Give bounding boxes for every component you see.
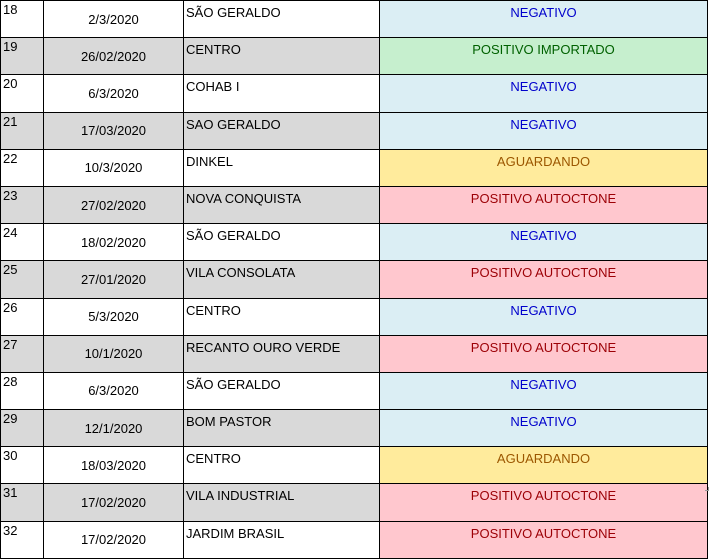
date-cell[interactable]: 6/3/2020 — [44, 372, 184, 409]
status-cell[interactable]: AGUARDANDO — [380, 447, 708, 484]
table-row — [1, 484, 708, 521]
table-row — [1, 410, 708, 447]
case-number-cell[interactable]: 25 — [1, 261, 44, 298]
table-row — [1, 261, 708, 298]
case-number-cell[interactable]: 30 — [1, 447, 44, 484]
case-number-cell[interactable]: 29 — [1, 410, 44, 447]
neighborhood-cell[interactable]: CENTRO — [184, 38, 380, 75]
case-number-cell[interactable]: 20 — [1, 75, 44, 112]
neighborhood-cell[interactable]: SÃO GERALDO — [184, 224, 380, 261]
status-cell[interactable]: NEGATIVO — [380, 112, 708, 149]
status-cell[interactable]: NEGATIVO — [380, 75, 708, 112]
table-row — [1, 521, 708, 558]
date-cell[interactable]: 10/3/2020 — [44, 149, 184, 186]
table-row — [1, 75, 708, 112]
table-row — [1, 1, 708, 38]
neighborhood-cell[interactable]: CENTRO — [184, 298, 380, 335]
table-row — [1, 186, 708, 223]
date-cell[interactable]: 10/1/2020 — [44, 335, 184, 372]
neighborhood-cell[interactable]: JARDIM BRASIL — [184, 521, 380, 558]
status-cell[interactable]: NEGATIVO — [380, 224, 708, 261]
case-number-cell[interactable]: 21 — [1, 112, 44, 149]
table-row — [1, 38, 708, 75]
status-cell[interactable]: NEGATIVO — [380, 372, 708, 409]
case-number-cell[interactable]: 22 — [1, 149, 44, 186]
table-row — [1, 149, 708, 186]
table-row — [1, 447, 708, 484]
neighborhood-cell[interactable]: SÃO GERALDO — [184, 1, 380, 38]
case-number-cell[interactable]: 32 — [1, 521, 44, 558]
table-row — [1, 372, 708, 409]
table-row — [1, 298, 708, 335]
case-table-body — [1, 1, 708, 559]
table-row — [1, 224, 708, 261]
case-number-cell[interactable]: 26 — [1, 298, 44, 335]
date-cell[interactable]: 17/03/2020 — [44, 112, 184, 149]
case-number-cell[interactable]: 23 — [1, 186, 44, 223]
status-cell[interactable]: POSITIVO AUTOCTONE — [380, 335, 708, 372]
date-cell[interactable]: 26/02/2020 — [44, 38, 184, 75]
table-row — [1, 335, 708, 372]
neighborhood-cell[interactable]: DINKEL — [184, 149, 380, 186]
status-cell[interactable]: POSITIVO AUTOCTONE — [380, 521, 708, 558]
neighborhood-cell[interactable]: SAO GERALDO — [184, 112, 380, 149]
date-cell[interactable]: 12/1/2020 — [44, 410, 184, 447]
status-cell[interactable]: POSITIVO AUTOCTONE — [380, 261, 708, 298]
neighborhood-cell[interactable]: SÃO GERALDO — [184, 372, 380, 409]
date-cell[interactable]: 17/02/2020 — [44, 484, 184, 521]
case-number-cell[interactable]: 19 — [1, 38, 44, 75]
date-cell[interactable]: 18/02/2020 — [44, 224, 184, 261]
status-cell[interactable]: POSITIVO AUTOCTONE — [380, 186, 708, 223]
date-cell[interactable]: 27/01/2020 — [44, 261, 184, 298]
case-number-cell[interactable]: 24 — [1, 224, 44, 261]
status-cell[interactable]: POSITIVO IMPORTADO — [380, 38, 708, 75]
case-number-cell[interactable]: 31 — [1, 484, 44, 521]
neighborhood-cell[interactable]: COHAB I — [184, 75, 380, 112]
date-cell[interactable]: 6/3/2020 — [44, 75, 184, 112]
neighborhood-cell[interactable]: CENTRO — [184, 447, 380, 484]
neighborhood-cell[interactable]: BOM PASTOR — [184, 410, 380, 447]
date-cell[interactable]: 2/3/2020 — [44, 1, 184, 38]
table-row — [1, 112, 708, 149]
case-number-cell[interactable]: 27 — [1, 335, 44, 372]
neighborhood-cell[interactable]: RECANTO OURO VERDE — [184, 335, 380, 372]
neighborhood-cell[interactable]: NOVA CONQUISTA — [184, 186, 380, 223]
date-cell[interactable]: 18/03/2020 — [44, 447, 184, 484]
neighborhood-cell[interactable]: VILA CONSOLATA — [184, 261, 380, 298]
status-cell[interactable]: AGUARDANDO — [380, 149, 708, 186]
case-number-cell[interactable]: 28 — [1, 372, 44, 409]
status-cell[interactable]: NEGATIVO — [380, 1, 708, 38]
date-cell[interactable]: 17/02/2020 — [44, 521, 184, 558]
status-cell[interactable]: POSITIVO AUTOCTONE — [380, 484, 708, 521]
status-cell[interactable]: NEGATIVO — [380, 410, 708, 447]
resize-handle — [705, 487, 709, 491]
status-cell[interactable]: NEGATIVO — [380, 298, 708, 335]
neighborhood-cell[interactable]: VILA INDUSTRIAL — [184, 484, 380, 521]
date-cell[interactable]: 5/3/2020 — [44, 298, 184, 335]
date-cell[interactable]: 27/02/2020 — [44, 186, 184, 223]
case-number-cell[interactable]: 18 — [1, 1, 44, 38]
